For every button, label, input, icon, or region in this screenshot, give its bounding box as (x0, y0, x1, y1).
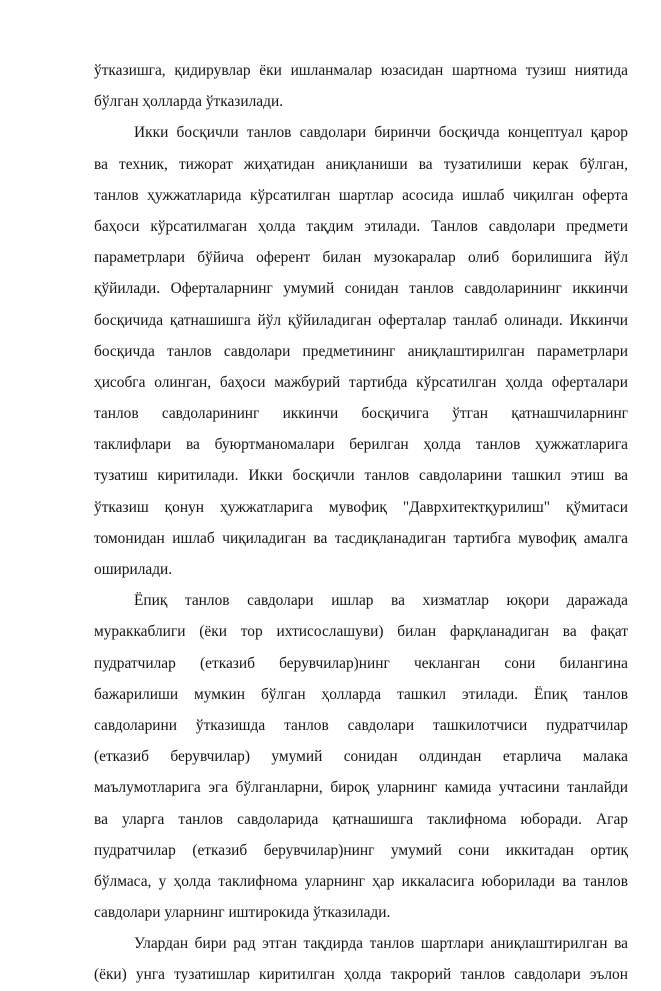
text-line: параметрлари бўйича оферент билан музокаралар олиб борилишига йўл (94, 249, 628, 267)
text-line: (ёки) унга тузатишлар киритилган ҳолда такрорий танлов савдолари эълон (94, 966, 628, 984)
text-line: савдоларини ўтказишда танлов савдолари ташкилотчиси пудратчилар (94, 716, 628, 734)
text-line: Ёпиқ танлов савдолари ишлар ва хизматлар юқори даражада (134, 592, 628, 610)
text-line: оширилади. (94, 561, 173, 578)
text-line: танлов савдоларининг иккинчи босқичига ўтган қатнашчиларнинг (94, 405, 628, 423)
text-line: пудратчилар (етказиб берувчилар)нинг чекланган сони билангина (94, 654, 628, 672)
text-line: Улардан бири рад этган тақдирда танлов шартлари аниқлаштирилган ва (134, 935, 628, 953)
text-line: томонидан ишлаб чиқиладиган ва тасдиқланадиган тартибга мувофиқ амалга (94, 529, 628, 547)
text-line: танлов ҳужжатларида кўрсатилган шартлар асосида ишлаб чиқилган оферта (94, 186, 628, 204)
text-line: бўлган ҳолларда ўтказилади. (94, 93, 284, 111)
text-line: тузатиш киритилади. Икки босқичли танлов савдоларини ташкил этиш ва (94, 467, 628, 485)
text-line: бўлмаса, у ҳолда таклифнома уларнинг ҳар иккаласига юборилади ва танлов (94, 872, 628, 890)
text-line: қўйилади. Офертaларнинг умумий сонидан танлов савдоларининг иккинчи (94, 280, 628, 298)
text-line: таклифлари ва буюртманомалари берилган ҳолда танлов ҳужжатларига (94, 436, 628, 454)
text-line: (етказиб берувчилар) умумий сонидан олдиндан етарлича малака (94, 748, 628, 766)
text-line: ўтказишга, қидирувлар ёки ишланмалар юзасидан шартнома тузиш ниятида (94, 62, 628, 79)
text-line: пудратчилар (етказиб берувчилар)нинг умумий сони иккитадан ортиқ (94, 841, 628, 859)
text-line: босқичида қатнашишга йўл қўйиладиган оферталар танлаб олинади. Иккинчи (94, 311, 628, 329)
text-line: ва уларга танлов савдоларида қатнашишга таклифнома юборади. Агар (94, 810, 628, 828)
text-line: босқичда танлов савдолари предметининг аниқлаштирилган параметрлари (94, 342, 628, 360)
text-line: маълумотларига эга бўлганларни, бироқ уларнинг камида учтасини танлайди (94, 779, 628, 797)
text-line: савдолари уларнинг иштирокида ўтказилади. (94, 904, 391, 922)
text-line: ўтказиш қонун ҳужжатларига мувофиқ "Даврхитектқурилиш" қўмитаси (94, 498, 628, 516)
text-line: бажарилиши мумкин бўлган ҳолларда ташкил этилади. Ёпиқ танлов (94, 685, 628, 703)
text-line: Икки босқичли танлов савдолари биринчи босқичда концептуал қарор (134, 124, 628, 142)
text-line: ва техник, тижорат жиҳатидан аниқланиши ва тузатилиши керак бўлган, (94, 155, 628, 173)
text-line: мураккаблиги (ёки тор ихтисослашуви) билан фарқланадиган ва фақат (94, 623, 628, 641)
document-page (94, 55, 628, 991)
text-line: баҳоси кўрсатилмаган ҳолда тақдим этилади. Танлов савдолари предмети (94, 217, 628, 235)
text-line: ҳисобга олинган, баҳоси мажбурий тартибда кўрсатилган ҳолда оферталари (94, 373, 628, 391)
